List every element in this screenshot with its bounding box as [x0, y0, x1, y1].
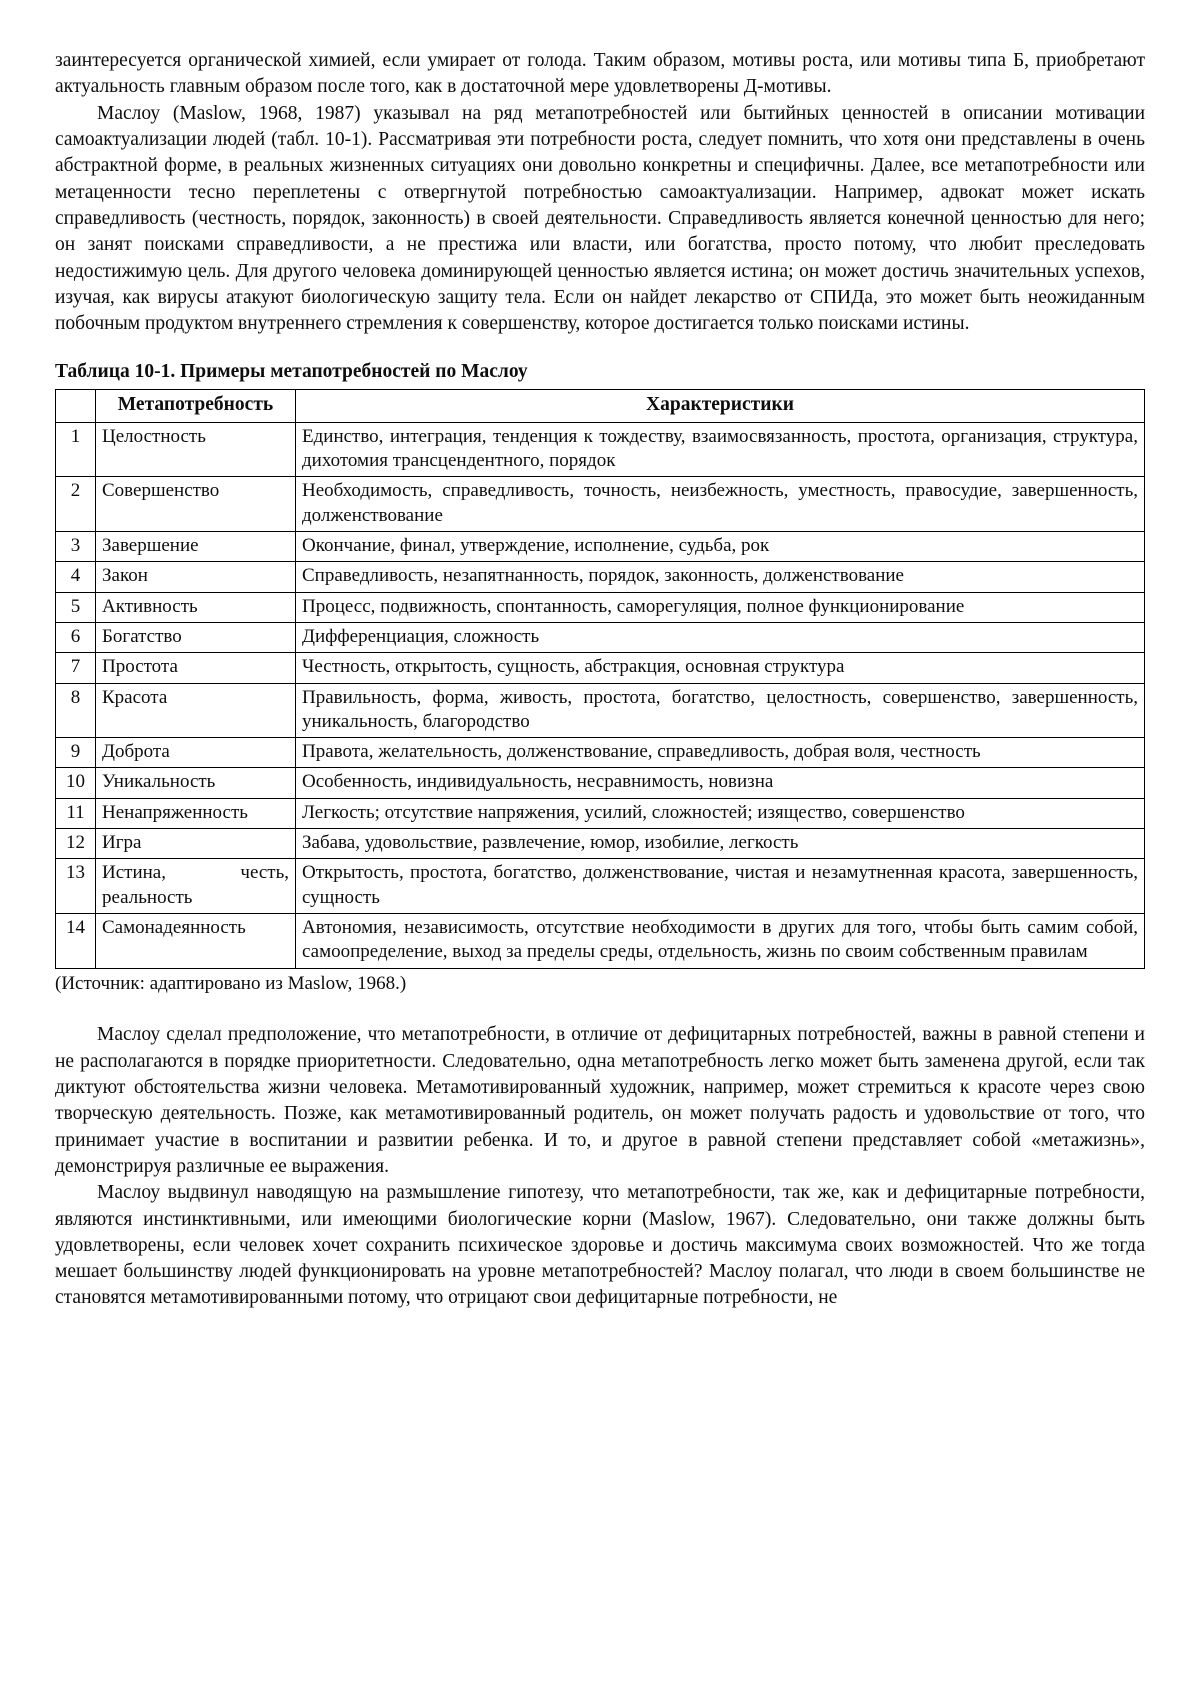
cell-number: 7 [56, 653, 96, 683]
cell-number: 1 [56, 422, 96, 477]
cell-characteristics: Открытость, простота, богатство, долженствование, чистая и незамутненная красота, завершенность, сущность [296, 859, 1145, 914]
table-row [56, 768, 1145, 798]
cell-number: 8 [56, 683, 96, 738]
cell-number: 13 [56, 859, 96, 914]
cell-number: 3 [56, 531, 96, 561]
cell-metaneed: Целостность [96, 422, 296, 477]
cell-characteristics: Справедливость, незапятнанность, порядок, законность, долженствование [296, 562, 1145, 592]
cell-metaneed: Завершение [96, 531, 296, 561]
cell-number: 6 [56, 622, 96, 652]
table-row [56, 562, 1145, 592]
top-text-block [55, 48, 1145, 337]
metaneeds-table [55, 389, 1145, 969]
table-row [56, 683, 1145, 738]
cell-metaneed: Закон [96, 562, 296, 592]
cell-number: 12 [56, 829, 96, 859]
cell-characteristics: Правильность, форма, живость, простота, богатство, целостность, совершенство, завершенность, уникальность, благородство [296, 683, 1145, 738]
table-row [56, 798, 1145, 828]
cell-number: 4 [56, 562, 96, 592]
table-row [56, 422, 1145, 477]
table-row [56, 653, 1145, 683]
cell-metaneed: Доброта [96, 738, 296, 768]
table-header-row [56, 389, 1145, 422]
paragraph-metaneeds-instinct: Маслоу выдвинул наводящую на размышление гипотезу, что метапотребности, так же, как и дефицитарные потребности, являются инстинктивными, или имеющими биологические корни (Maslow, 1967). Следовательно, они также должны быть удовлетворены, если человек хочет сохранить психическое здоровье и достичь максимума своих возможностей. Что же тогда мешает большинству людей функционировать на уровне метапотребностей? Маслоу полагал, что люди в своем большинстве не становятся метамотивированными потому, что отрицают свои дефицитарные потребности, не [55, 1182, 1145, 1309]
paragraph-metaneeds-intro: Маслоу (Maslow, 1968, 1987) указывал на ряд метапотребностей или бытийных ценностей в описании мотивации самоактуализации людей (табл. 10-1). Рассматривая эти потребности роста, следует помнить, что хотя они представлены в очень абстрактной форме, в реальных жизненных ситуациях они довольно конкретны и специфичны. Далее, все метапотребности или метаценности тесно переплетены с отвергнутой потребностью самоактуализации. Например, адвокат может искать справедливость (честность, порядок, законность) в своей деятельности. Справедливость является конечной ценностью для него; он занят поисками справедливости, а не престижа или власти, или богатства, просто потому, что любит преследовать недостижимую цель. Для другого человека доминирующей ценностью является истина; он может достичь значительных успехов, изучая, как вирусы атакуют биологическую защиту тела. Если он найдет лекарство от СПИДа, это может быть неожиданным побочным продуктом внутреннего стремления к совершенству, которое достигается только поисками истины. [55, 102, 1145, 335]
cell-metaneed: Красота [96, 683, 296, 738]
header-number [56, 389, 96, 422]
cell-metaneed: Простота [96, 653, 296, 683]
cell-number: 11 [56, 798, 96, 828]
table-row [56, 477, 1145, 532]
table-row [56, 914, 1145, 969]
header-metaneed: Метапотребность [96, 389, 296, 422]
table-caption: Таблица 10-1. Примеры метапотребностей по Маслоу [55, 361, 528, 383]
table-row [56, 859, 1145, 914]
table-source: (Источник: адаптировано из Maslow, 1968.) [55, 972, 407, 994]
cell-characteristics: Процесс, подвижность, спонтанность, саморегуляция, полное функционирование [296, 592, 1145, 622]
cell-characteristics: Легкость; отсутствие напряжения, усилий, сложностей; изящество, совершенство [296, 798, 1145, 828]
cell-metaneed: Ненапряженность [96, 798, 296, 828]
header-characteristics: Характеристики [296, 389, 1145, 422]
cell-metaneed: Богатство [96, 622, 296, 652]
table-row [56, 829, 1145, 859]
cell-number: 14 [56, 914, 96, 969]
cell-metaneed: Игра [96, 829, 296, 859]
bottom-text-block [55, 1022, 1145, 1311]
cell-metaneed: Совершенство [96, 477, 296, 532]
cell-characteristics: Единство, интеграция, тенденция к тождеству, взаимосвязанность, простота, организация, структура, дихотомия трансцендентного, порядок [296, 422, 1145, 477]
table-row [56, 738, 1145, 768]
cell-characteristics: Честность, открытость, сущность, абстракция, основная структура [296, 653, 1145, 683]
cell-characteristics: Дифференциация, сложность [296, 622, 1145, 652]
cell-metaneed: Истина, честь, реальность [96, 859, 296, 914]
table-row [56, 531, 1145, 561]
paragraph-continuation: заинтересуется органической химией, если умирает от голода. Таким образом, мотивы роста, или мотивы типа Б, приобретают актуальность главным образом после того, как в достаточной мере удовлетворены Д-мотивы. [55, 50, 1145, 98]
cell-metaneed: Уникальность [96, 768, 296, 798]
cell-number: 5 [56, 592, 96, 622]
paragraph-metaneeds-equal: Маслоу сделал предположение, что метапотребности, в отличие от дефицитарных потребностей, важны в равной степени и не располагаются в порядке приоритетности. Следовательно, одна метапотребность легко может быть заменена другой, если так диктуют обстоятельства жизни человека. Метамотивированный художник, например, может стремиться к красоте через свою творческую деятельность. Позже, как метамотивированный родитель, он может получать радость и удовольствие от того, что принимает участие в воспитании и развитии ребенка. И то, и другое в равной степени представляет собой «метажизнь», демонстрируя различные ее выражения. [55, 1024, 1145, 1177]
table-row [56, 592, 1145, 622]
cell-characteristics: Особенность, индивидуальность, несравнимость, новизна [296, 768, 1145, 798]
cell-metaneed: Активность [96, 592, 296, 622]
cell-characteristics: Автономия, независимость, отсутствие необходимости в других для того, чтобы быть самим собой, самоопределение, выход за пределы среды, отдельность, жизнь по своим собственным правилам [296, 914, 1145, 969]
cell-metaneed: Самонадеянность [96, 914, 296, 969]
cell-characteristics: Окончание, финал, утверждение, исполнение, судьба, рок [296, 531, 1145, 561]
table-row [56, 622, 1145, 652]
cell-characteristics: Забава, удовольствие, развлечение, юмор, изобилие, легкость [296, 829, 1145, 859]
cell-number: 9 [56, 738, 96, 768]
cell-characteristics: Необходимость, справедливость, точность, неизбежность, уместность, правосудие, завершенность, долженствование [296, 477, 1145, 532]
cell-number: 10 [56, 768, 96, 798]
cell-number: 2 [56, 477, 96, 532]
cell-characteristics: Правота, желательность, долженствование, справедливость, добрая воля, честность [296, 738, 1145, 768]
